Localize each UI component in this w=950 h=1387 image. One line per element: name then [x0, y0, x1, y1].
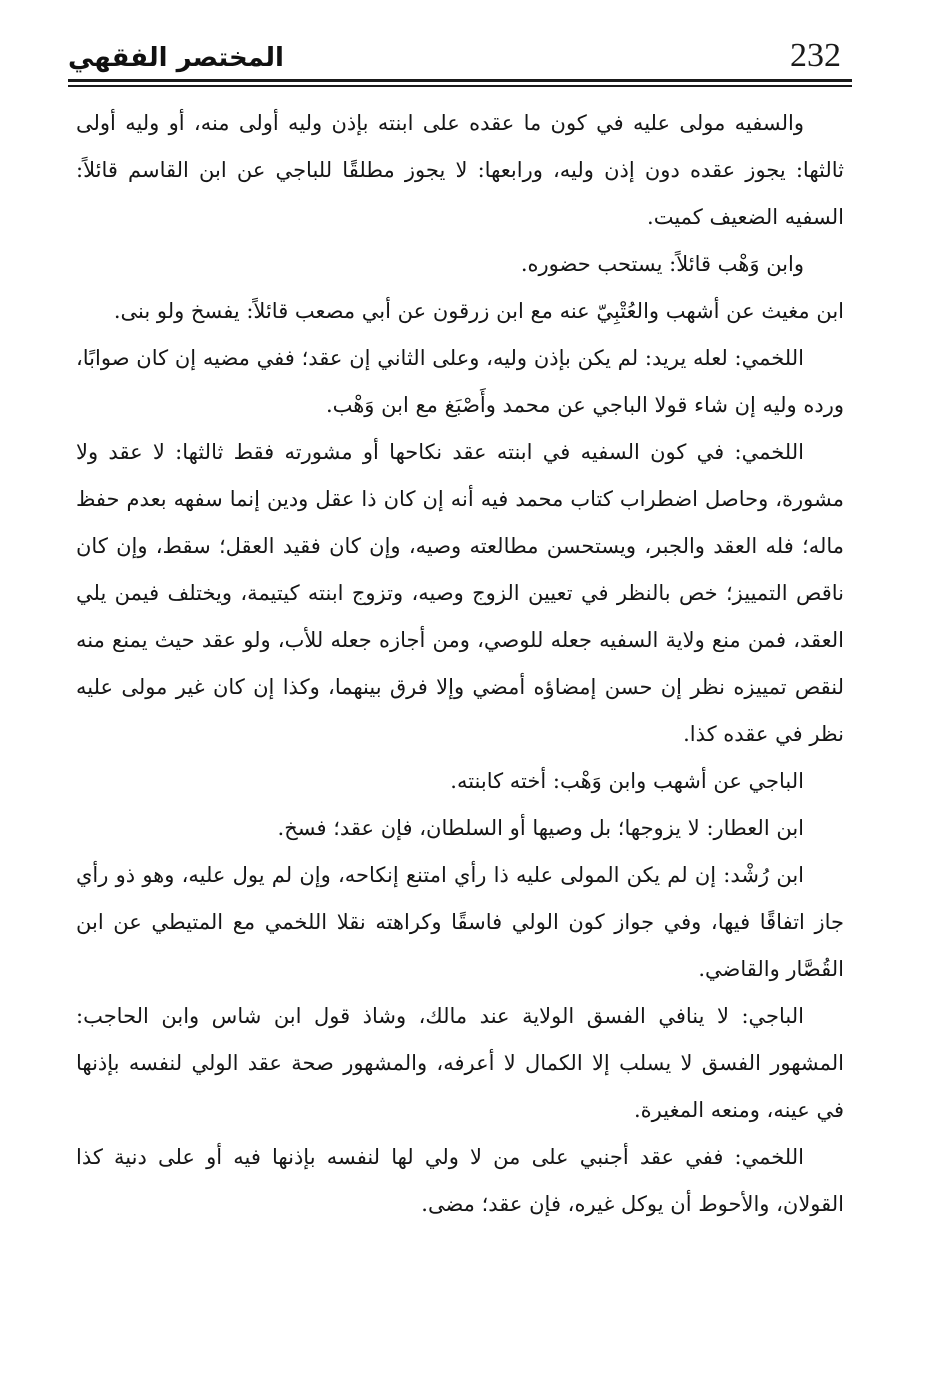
paragraph: ابن رُشْد: إن لم يكن المولى عليه ذا رأي امتنع إنكاحه، وإن لم يول عليه، وهو ذو رأي جاز اتفاقًا فيها، وفي جواز كون الولي فاسقًا وكراهته نقلا اللخمي مع المتيطي عن ابن القُصَّار والقاضي.: [76, 863, 844, 981]
paragraph: والسفيه مولى عليه في كون ما عقده على ابنته بإذن وليه أولى منه، أو وليه أولى ثالثها: يجوز عقده دون إذن وليه، ورابعها: لا يجوز مطلقًا للباجي عن ابن القاسم قائلاً: السفيه الضعيف كميت.: [76, 111, 844, 229]
header-rule-thick: [68, 79, 852, 82]
page-number: 232: [790, 37, 841, 74]
paragraph: ابن مغيث عن أشهب والعُتْبِيّ عنه مع ابن زرقون عن أبي مصعب قائلاً: يفسخ ولو بنى.: [113, 299, 844, 323]
body-text: [76, 100, 844, 1228]
paragraph: وابن وَهْب قائلاً: يستحب حضوره.: [520, 252, 804, 276]
paragraph: الباجي: لا ينافي الفسق الولاية عند مالك، وشاذ قول ابن شاس وابن الحاجب: المشهور الفسق لا يسلب إلا الكمال لا أعرفه، والمشهور صحة عقد الولي لنفسه بإذنها في عينه، ومنعه المغيرة.: [76, 1004, 844, 1122]
header-rule-thin: [68, 85, 852, 87]
page-header: [68, 30, 852, 86]
paragraph: ابن العطار: لا يزوجها؛ بل وصيها أو السلطان، فإن عقد؛ فسخ.: [277, 816, 804, 840]
paragraph: اللخمي: ففي عقد أجنبي على من لا ولي لها لنفسه بإذنها فيه أو على دنية كذا القولان، والأحوط أن يوكل غيره، فإن عقد؛ مضى.: [76, 1145, 844, 1216]
paragraph: اللخمي: في كون السفيه في ابنته عقد نكاحها أو مشورته فقط ثالثها: لا عقد ولا مشورة، وحاصل اضطراب كتاب محمد فيه أنه إن كان ذا عقل ودين إنما سفهه بعدم حفظ ماله؛ فله العقد والجبر، ويستحسن مطالعته وصيه، وإن كان فقيد العقل؛ سقط، وإن كان ناقص التمييز؛ خص بالنظر في تعيين الزوج وصيه، وتزوج ابنته كيتيمة، ويختلف فيمن يلي العقد، فمن منع ولاية السفيه جعله للوصي، ومن أجازه جعله للأب، ولو عقد حيث يمنع منه لنقص تمييزه نظر إن حسن إمضاؤه أمضي وإلا فرق بينهما، وكذا إن كان غير مولى عليه نظر في عقده كذا.: [76, 440, 844, 746]
paragraph: الباجي عن أشهب وابن وَهْب: أخته كابنته.: [450, 769, 804, 793]
paragraph: اللخمي: لعله يريد: لم يكن بإذن وليه، وعلى الثاني إن عقد؛ ففي مضيه إن كان صوابًا، ورده وليه إن شاء قولا الباجي عن محمد وأَصْبَغ مع ابن وَهْب.: [76, 346, 844, 417]
running-title: المختصر الفقهي: [68, 43, 284, 73]
